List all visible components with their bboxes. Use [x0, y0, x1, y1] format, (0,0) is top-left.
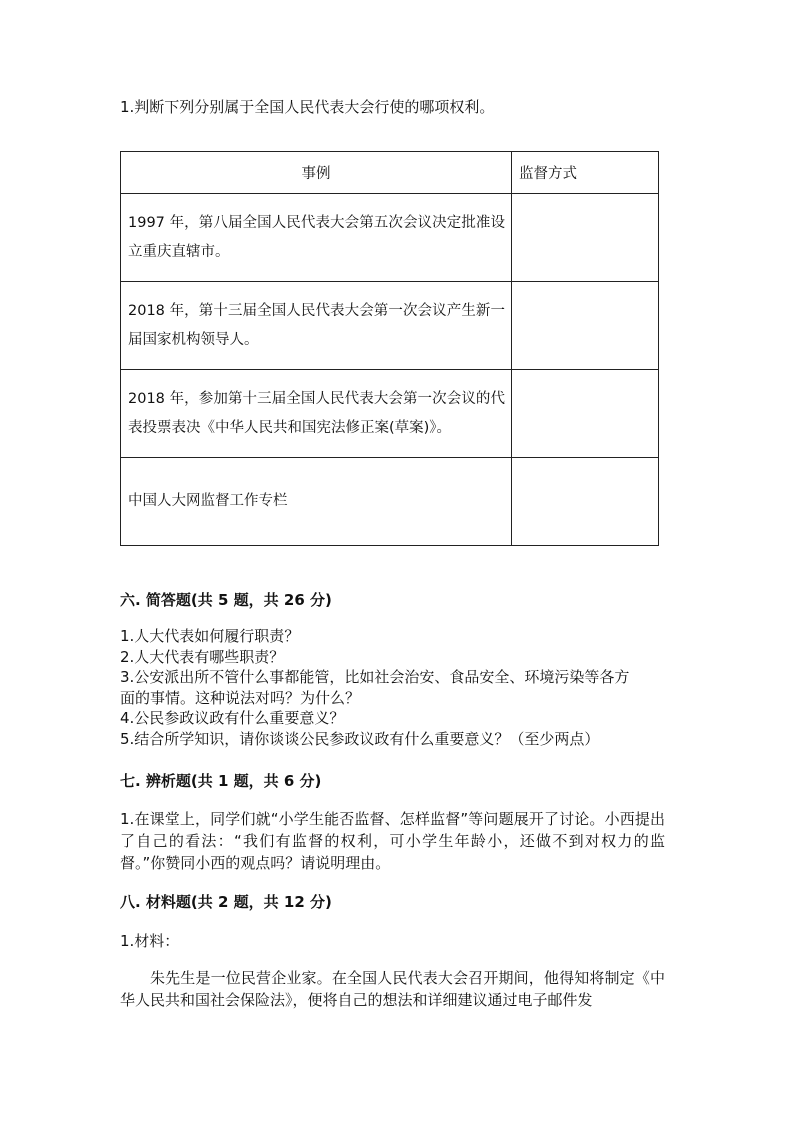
- section-title-material: 八. 材料题(共 2 题，共 12 分): [120, 893, 332, 911]
- section-title-analysis: 七. 辨析题(共 1 题，共 6 分): [120, 772, 322, 790]
- header-event: 事例: [121, 152, 512, 194]
- table-row: [121, 282, 659, 370]
- question-line: 3.公安派出所不管什么事都能管，比如社会治安、食品安全、环境污染等各方: [120, 668, 630, 686]
- answer-cell[interactable]: [512, 458, 659, 546]
- question-line: 4.公民参政议政有什么重要意义？: [120, 709, 345, 727]
- question-line: 5.结合所学知识，请你谈谈公民参政议政有什么重要意义？（至少两点）: [120, 729, 600, 748]
- question-intro: 1.判断下列分别属于全国人民代表大会行使的哪项权利。: [120, 98, 495, 116]
- answer-cell[interactable]: [512, 282, 659, 370]
- table-row: [121, 370, 659, 458]
- event-cell: 中国人大网监督工作专栏: [121, 458, 512, 546]
- answer-cell[interactable]: [512, 194, 659, 282]
- table-header-row: [121, 152, 659, 194]
- question-line: 1.人大代表如何履行职责？: [120, 627, 300, 645]
- material-text: 朱先生是一位民营企业家。在全国人民代表大会召开期间，他得知将制定《中华人民共和国社会保险法》，便将自己的想法和详细建议通过电子邮件发: [120, 969, 665, 1009]
- short-answer-questions: [120, 626, 665, 749]
- question-line: 面的事情。这种说法对吗？为什么？: [120, 688, 361, 707]
- event-cell: 1997 年，第八届全国人民代表大会第五次会议决定批准设立重庆直辖市。: [121, 194, 512, 282]
- event-cell: 2018 年，参加第十三届全国人民代表大会第一次会议的代表投票表决《中华人民共和国宪法修正案(草案)》。: [121, 370, 512, 458]
- material-question-label: 1.材料：: [120, 932, 180, 950]
- section-title-short-answer: 六. 简答题(共 5 题，共 26 分): [120, 591, 332, 609]
- event-cell: 2018 年，第十三届全国人民代表大会第一次会议产生新一届国家机构领导人。: [121, 282, 512, 370]
- analysis-question: 1.在课堂上，同学们就“小学生能否监督、怎样监督”等问题展开了讨论。小西提出了自己的看法：“我们有监督的权利，可小学生年龄小，还做不到对权力的监督。”你赞同小西的观点吗？请说明理由。: [120, 810, 665, 872]
- table-row: [121, 194, 659, 282]
- question-line: 2.人大代表有哪些职责？: [120, 647, 285, 666]
- answer-cell[interactable]: [512, 370, 659, 458]
- rights-table: [120, 151, 659, 546]
- header-method: 监督方式: [512, 152, 659, 194]
- table-row: [121, 458, 659, 546]
